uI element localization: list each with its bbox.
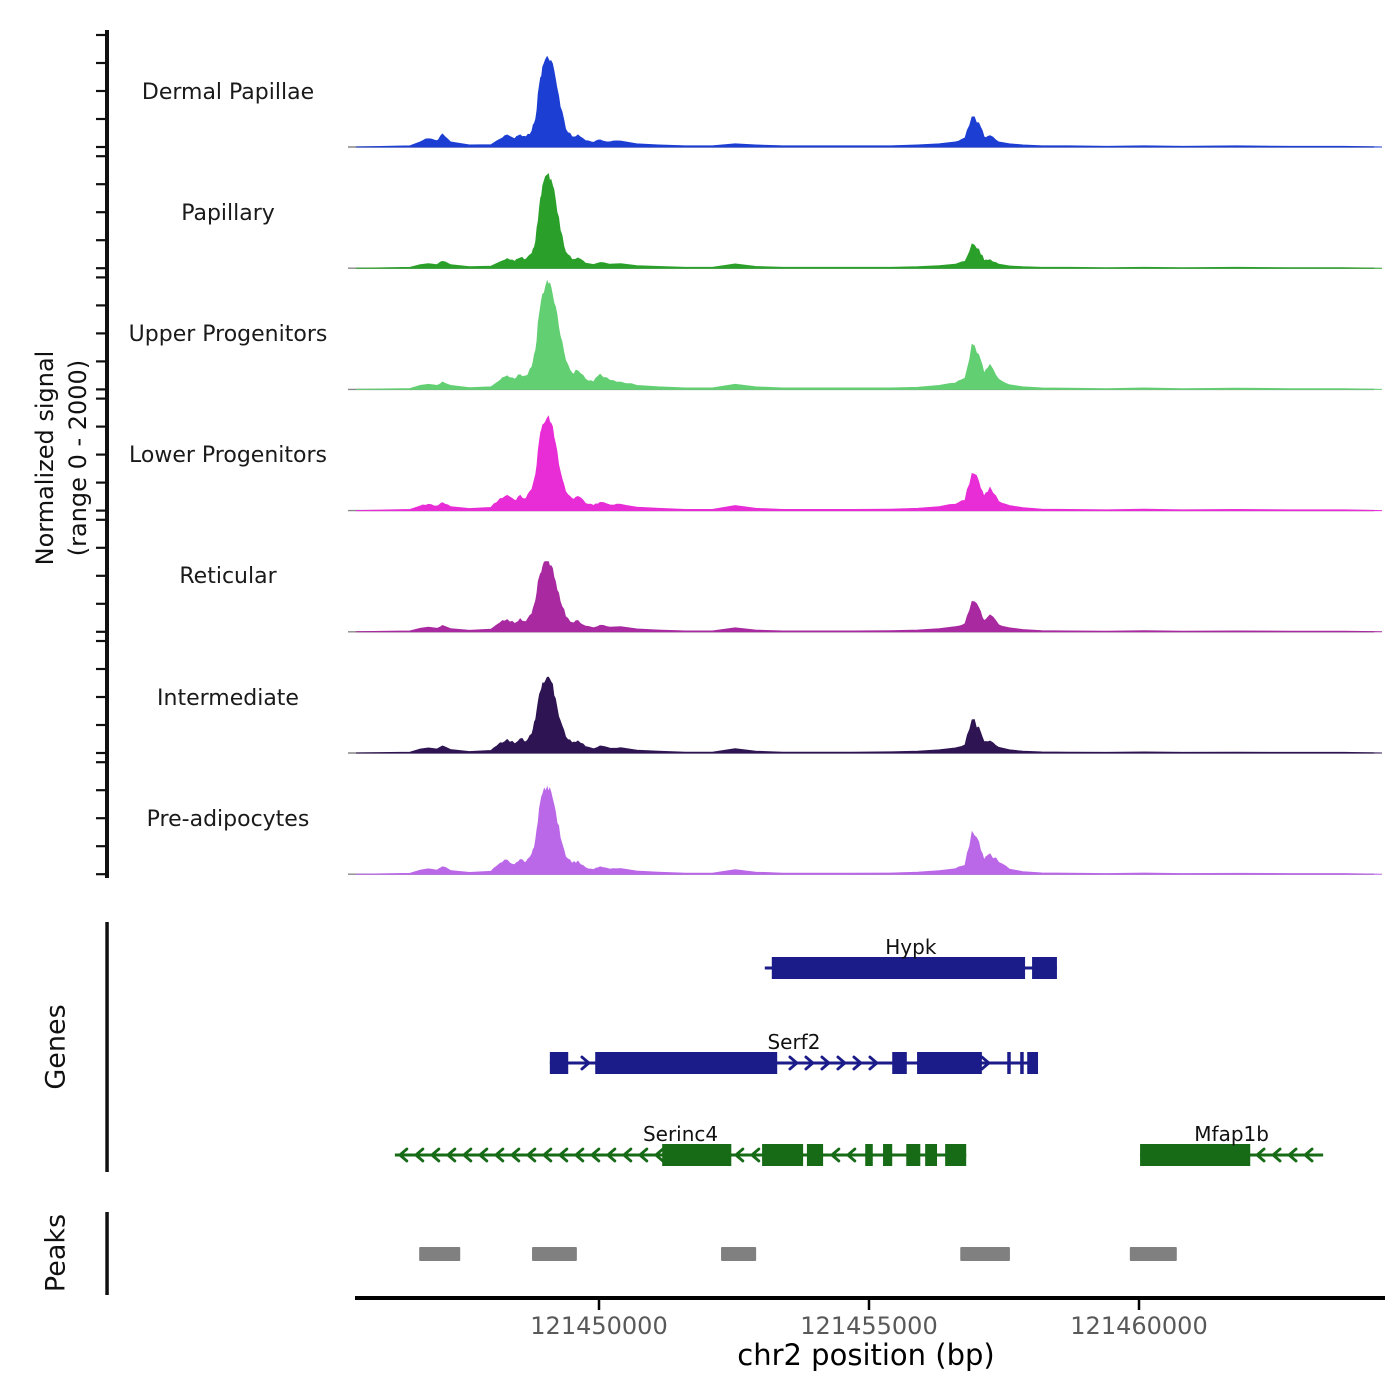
track-label-upper-progenitors: Upper Progenitors xyxy=(128,321,328,347)
gene-exon xyxy=(662,1144,731,1166)
gene-exon xyxy=(1007,1052,1011,1074)
track-label-reticular: Reticular xyxy=(179,564,277,590)
peak-interval xyxy=(1130,1247,1177,1261)
peaks-section-label: Peaks xyxy=(40,1213,72,1293)
gene-exon xyxy=(1140,1144,1250,1166)
gene-exon xyxy=(807,1144,823,1166)
peak-interval xyxy=(419,1247,460,1261)
x-tick-label: 121455000 xyxy=(800,1312,938,1340)
gene-exon xyxy=(892,1052,907,1074)
signal-track-upper-progenitors xyxy=(348,281,1382,389)
y-axis-label-line1: Normalized signal xyxy=(31,350,59,566)
gene-exon xyxy=(917,1052,982,1074)
peak-interval xyxy=(960,1247,1010,1261)
gene-exon xyxy=(1032,957,1057,979)
signal-track-intermediate xyxy=(348,677,1382,753)
track-label-dermal-papillae: Dermal Papillae xyxy=(141,79,315,105)
signal-tracks xyxy=(348,57,1382,874)
peak-track xyxy=(419,1247,1177,1261)
y-axis-label xyxy=(29,351,95,566)
gene-exon xyxy=(865,1144,873,1166)
track-label-pre-adipocytes: Pre-adipocytes xyxy=(146,806,310,832)
signal-track-papillary xyxy=(348,174,1382,268)
x-tick-label: 121450000 xyxy=(530,1312,668,1340)
gene-exon xyxy=(883,1144,892,1166)
signal-area-dermal-papillae xyxy=(356,57,1382,147)
track-label-papillary: Papillary xyxy=(181,200,275,226)
signal-area-upper-progenitors xyxy=(356,281,1382,389)
gene-exon xyxy=(550,1052,568,1074)
gene-hypk xyxy=(765,957,1057,979)
gene-exon xyxy=(945,1144,966,1166)
signal-track-pre-adipocytes xyxy=(348,787,1382,874)
y-axis-label-line2: (range 0 - 2000) xyxy=(64,359,92,557)
gene-serf2 xyxy=(550,1052,1038,1074)
signal-track-lower-progenitors xyxy=(348,417,1382,511)
signal-area-lower-progenitors xyxy=(356,417,1382,511)
x-axis-title: chr2 position (bp) xyxy=(737,1338,995,1372)
signal-area-pre-adipocytes xyxy=(356,787,1382,874)
gene-exon xyxy=(762,1144,803,1166)
track-label-intermediate: Intermediate xyxy=(157,685,299,711)
peaks-axis-spine xyxy=(105,1212,109,1295)
gene-name-serf2: Serf2 xyxy=(767,1030,821,1054)
gene-name-serinc4: Serinc4 xyxy=(642,1122,719,1146)
genes-axis-spine xyxy=(105,922,109,1172)
gene-exon xyxy=(595,1052,777,1074)
gene-exon xyxy=(925,1144,937,1166)
x-tick-label: 121460000 xyxy=(1070,1312,1208,1340)
signal-area-intermediate xyxy=(356,677,1382,753)
peak-interval xyxy=(532,1247,577,1261)
x-axis-spine xyxy=(355,1296,1385,1300)
gene-exon xyxy=(772,957,1025,979)
gene-exon xyxy=(1027,1052,1038,1074)
signal-track-dermal-papillae xyxy=(348,57,1382,147)
track-label-lower-progenitors: Lower Progenitors xyxy=(129,443,327,469)
gene-serinc4 xyxy=(395,1144,966,1166)
x-axis xyxy=(355,1296,1385,1310)
gene-name-hypk: Hypk xyxy=(885,935,937,959)
signal-track-reticular xyxy=(348,562,1382,632)
gene-exon xyxy=(1020,1052,1024,1074)
peak-interval xyxy=(721,1247,756,1261)
gene-name-mfap1b: Mfap1b xyxy=(1194,1122,1269,1146)
genes-section-label: Genes xyxy=(40,1004,72,1090)
gene-mfap1b xyxy=(1140,1144,1323,1166)
gene-exon xyxy=(906,1144,920,1166)
signal-area-reticular xyxy=(356,562,1382,632)
signal-area-papillary xyxy=(356,174,1382,268)
